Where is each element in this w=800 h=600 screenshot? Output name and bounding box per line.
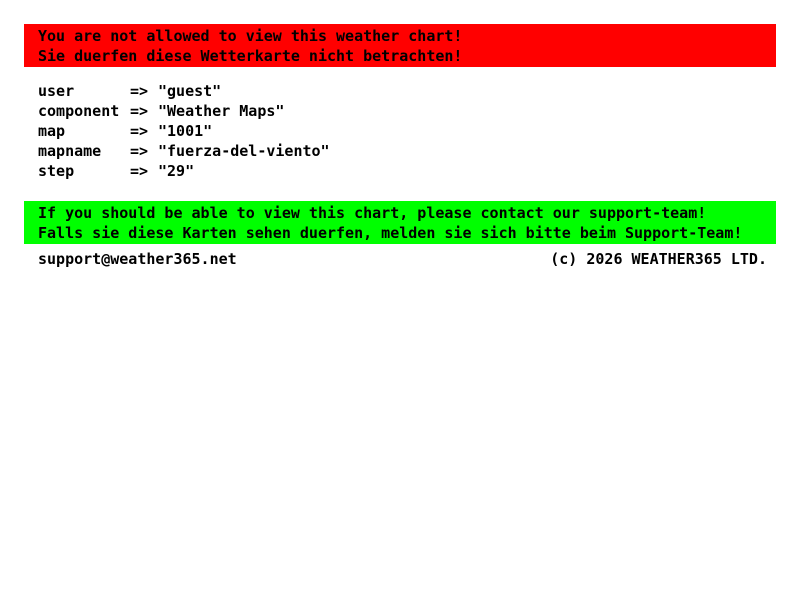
param-arrow: => bbox=[130, 122, 149, 140]
param-arrow: => bbox=[130, 102, 149, 120]
access-denied-banner bbox=[24, 24, 776, 67]
footer bbox=[24, 249, 776, 269]
param-key: component bbox=[38, 102, 120, 120]
param-value: "fuerza-del-viento" bbox=[158, 142, 330, 160]
request-params-list bbox=[38, 81, 776, 181]
support-contact-banner bbox=[24, 201, 776, 244]
param-arrow: => bbox=[130, 162, 149, 180]
param-row-step bbox=[38, 161, 776, 181]
param-row-user bbox=[38, 81, 776, 101]
param-value: "guest" bbox=[158, 82, 222, 100]
support-email: support@weather365.net bbox=[38, 250, 237, 268]
support-contact-line-de: Falls sie diese Karten sehen duerfen, melden sie sich bitte beim Support-Team! bbox=[38, 224, 743, 242]
access-denied-line-de: Sie duerfen diese Wetterkarte nicht betrachten! bbox=[38, 47, 463, 65]
copyright-notice: (c) 2026 WEATHER365 LTD. bbox=[550, 250, 767, 268]
param-row-mapname bbox=[38, 141, 776, 161]
error-page bbox=[24, 24, 776, 269]
param-arrow: => bbox=[130, 142, 149, 160]
param-value: "Weather Maps" bbox=[158, 102, 285, 120]
param-key: mapname bbox=[38, 142, 102, 160]
param-row-component bbox=[38, 101, 776, 121]
access-denied-line-en: You are not allowed to view this weather chart! bbox=[38, 27, 463, 45]
param-arrow: => bbox=[130, 82, 149, 100]
support-contact-line-en: If you should be able to view this chart, please contact our support-team! bbox=[38, 204, 707, 222]
param-row-map bbox=[38, 121, 776, 141]
param-key: map bbox=[38, 122, 66, 140]
param-key: step bbox=[38, 162, 75, 180]
param-value: "1001" bbox=[158, 122, 213, 140]
param-key: user bbox=[38, 82, 75, 100]
param-value: "29" bbox=[158, 162, 195, 180]
